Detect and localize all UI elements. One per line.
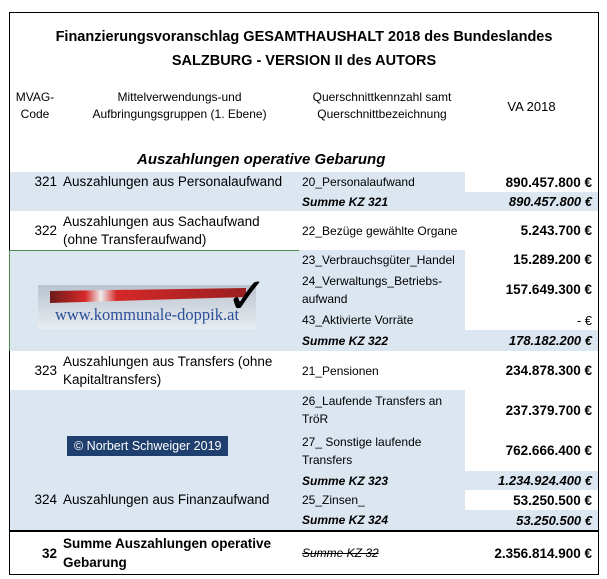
kz-26-laufende-transfers: 26_Laufende Transfers an TröR xyxy=(299,390,466,431)
code-324: 324 xyxy=(9,490,61,511)
kz-27-sonstige-transfers: 27_ Sonstige laufende Transfers xyxy=(299,430,466,472)
header-group: Mittelverwendungs-und Aufbringungsgruppen (1. Ebene) xyxy=(60,85,300,128)
sum-kz-322-label: Summe KZ 322 xyxy=(299,330,466,352)
kz-43-vorraete: 43_Aktivierte Vorräte xyxy=(299,310,466,331)
group-321: Auszahlungen aus Personalaufwand xyxy=(60,172,300,193)
sum-kz-323-value: 1.234.924.400 € xyxy=(465,471,599,491)
sum-kz-323-label: Summe KZ 323 xyxy=(299,471,466,491)
value-vorraete: - € xyxy=(465,310,599,331)
code-323: 323 xyxy=(9,351,61,391)
value-pensionen: 234.878.300 € xyxy=(465,351,599,391)
value-verwaltung: 157.649.300 € xyxy=(465,269,599,311)
kz-22-bezuege: 22_Bezüge gewählte Organe xyxy=(299,211,466,251)
group-323: Auszahlungen aus Transfers (ohne Kapitaltransfers) xyxy=(60,351,300,391)
group-324: Auszahlungen aus Finanzaufwand xyxy=(60,490,300,511)
group-322: Auszahlungen aus Sachaufwand (ohne Transferaufwand) xyxy=(60,211,300,251)
kz-24-verwaltung: 24_Verwaltungs_Betriebs-aufwand xyxy=(299,269,466,311)
code-32: 32 xyxy=(9,530,61,575)
sum-kz-32-label: Summe KZ 32 xyxy=(299,530,466,575)
header-va: VA 2018 xyxy=(465,85,599,128)
section-row xyxy=(9,127,599,173)
kz-320-personalaufwand: 20_Personalaufwand xyxy=(299,172,466,193)
copyright-label: © Norbert Schweiger 2019 xyxy=(67,436,228,456)
kz-25-zinsen: 25_Zinsen_ xyxy=(299,490,466,511)
header-mvag-code: MVAG-Code xyxy=(9,85,61,128)
sum-kz-324-label: Summe KZ 324 xyxy=(299,510,466,531)
logo-banner xyxy=(38,285,256,329)
value-personalaufwand: 890.457.800 € xyxy=(465,172,599,193)
sum-kz-324-value: 53.250.500 € xyxy=(465,510,599,531)
table-title xyxy=(9,12,599,86)
value-bezuege: 5.243.700 € xyxy=(465,211,599,251)
sum-kz-32-value: 2.356.814.900 € xyxy=(465,530,599,575)
value-sonstige-transfers: 762.666.400 € xyxy=(465,430,599,472)
code-322: 322 xyxy=(9,211,61,251)
code-empty xyxy=(9,510,61,531)
section-title: Auszahlungen operative Gebarung xyxy=(137,151,386,168)
value-laufende-transfers: 237.379.700 € xyxy=(465,390,599,431)
sum-kz-321-value: 890.457.800 € xyxy=(465,192,599,212)
code-321: 321 xyxy=(9,172,61,193)
austria-flag-swoosh xyxy=(50,288,246,303)
header-kz: Querschnittkennzahl samt Querschnittbezeichnung xyxy=(299,85,466,128)
group-empty xyxy=(60,510,300,531)
copyright-block xyxy=(9,390,300,491)
group-32-total: Summe Auszahlungen operative Gebarung xyxy=(60,530,300,575)
title-line-1: Finanzierungsvoranschlag GESAMTHAUSHALT 2018 des Bundeslandes xyxy=(55,29,553,45)
logo-url: www.kommunale-doppik.at xyxy=(54,305,240,324)
kz-23-verbrauchsgueter: 23_Verbrauchsgüter_Handel xyxy=(299,250,466,270)
value-zinsen: 53.250.500 € xyxy=(465,490,599,511)
title-line-2: SALZBURG - VERSION II des AUTORS xyxy=(171,53,437,69)
value-verbrauchsgueter: 15.289.200 € xyxy=(465,250,599,270)
sum-kz-322-value: 178.182.200 € xyxy=(465,330,599,352)
code-empty xyxy=(9,192,61,212)
group-empty xyxy=(60,192,300,212)
checkmark-icon: ✓ xyxy=(226,267,268,325)
sum-kz-321-label: Summe KZ 321 xyxy=(299,192,466,212)
logo-block xyxy=(9,250,300,354)
kz-21-pensionen: 21_Pensionen xyxy=(299,351,466,391)
